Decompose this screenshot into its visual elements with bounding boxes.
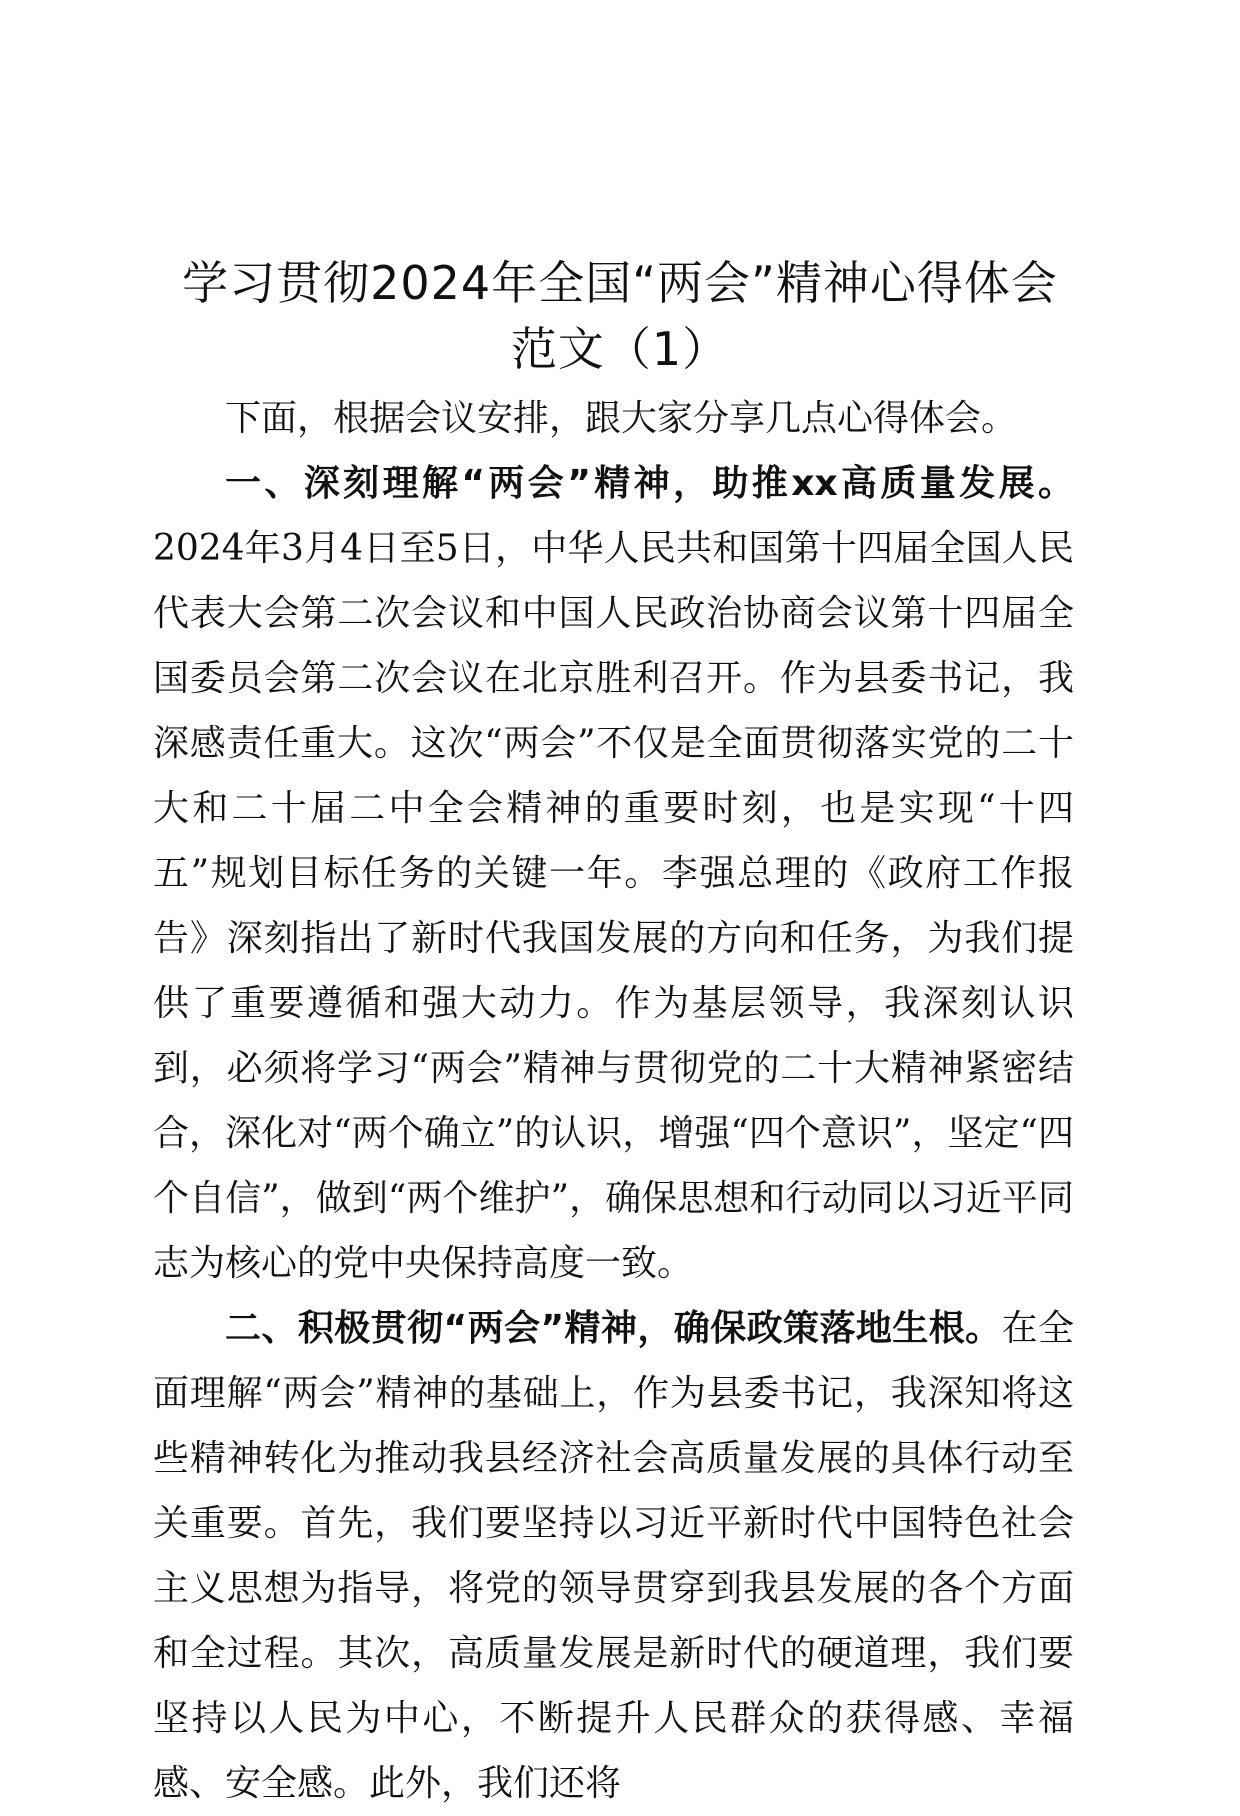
section-2-heading: 二、积极贯彻“两会”精神，确保政策落地生根。 [225, 1308, 1002, 1349]
section-2-paragraph [153, 1296, 1074, 1816]
section-2-text: 在全面理解“两会”精神的基础上，作为县委书记，我深知将这些精神转化为推动我县经济社会高质量发展的具体行动至关重要。首先，我们要坚持以习近平新时代中国特色社会主义思想为指导，将党的领导贯穿到我县发展的各个方面和全过程。其次，高质量发展是新时代的硬道理，我们要坚持以人民为中心，不断提升人民群众的获得感、幸福感、安全感。此外，我们还将 [153, 1308, 1074, 1804]
title-line-1: 学习贯彻2024年全国“两会”精神心得体会 [182, 256, 1058, 310]
title-line-2: 范文（1） [510, 322, 730, 376]
intro-paragraph: 下面，根据会议安排，跟大家分享几点心得体会。 [225, 398, 1018, 439]
document-body [153, 386, 1074, 1816]
document-title [120, 250, 1120, 382]
section-1-heading: 一、深刻理解“两会”精神，助推xx高质量发展。 [225, 463, 1074, 504]
section-1-paragraph [153, 451, 1074, 1296]
section-1-text: 2024年3月4日至5日，中华人民共和国第十四届全国人民代表大会第二次会议和中国人民政治协商会议第十四届全国委员会第二次会议在北京胜利召开。作为县委书记，我深感责任重大。这次“两会”不仅是全面贯彻落实党的二十大和二十届二中全会精神的重要时刻，也是实现“十四五”规划目标任务的关键一年。李强总理的《政府工作报告》深刻指出了新时代我国发展的方向和任务，为我们提供了重要遵循和强大动力。作为基层领导，我深刻认识到，必须将学习“两会”精神与贯彻党的二十大精神紧密结合，深化对“两个确立”的认识，增强“四个意识”，坚定“四个自信”，做到“两个维护”，确保思想和行动同以习近平同志为核心的党中央保持高度一致。 [153, 528, 1074, 1284]
